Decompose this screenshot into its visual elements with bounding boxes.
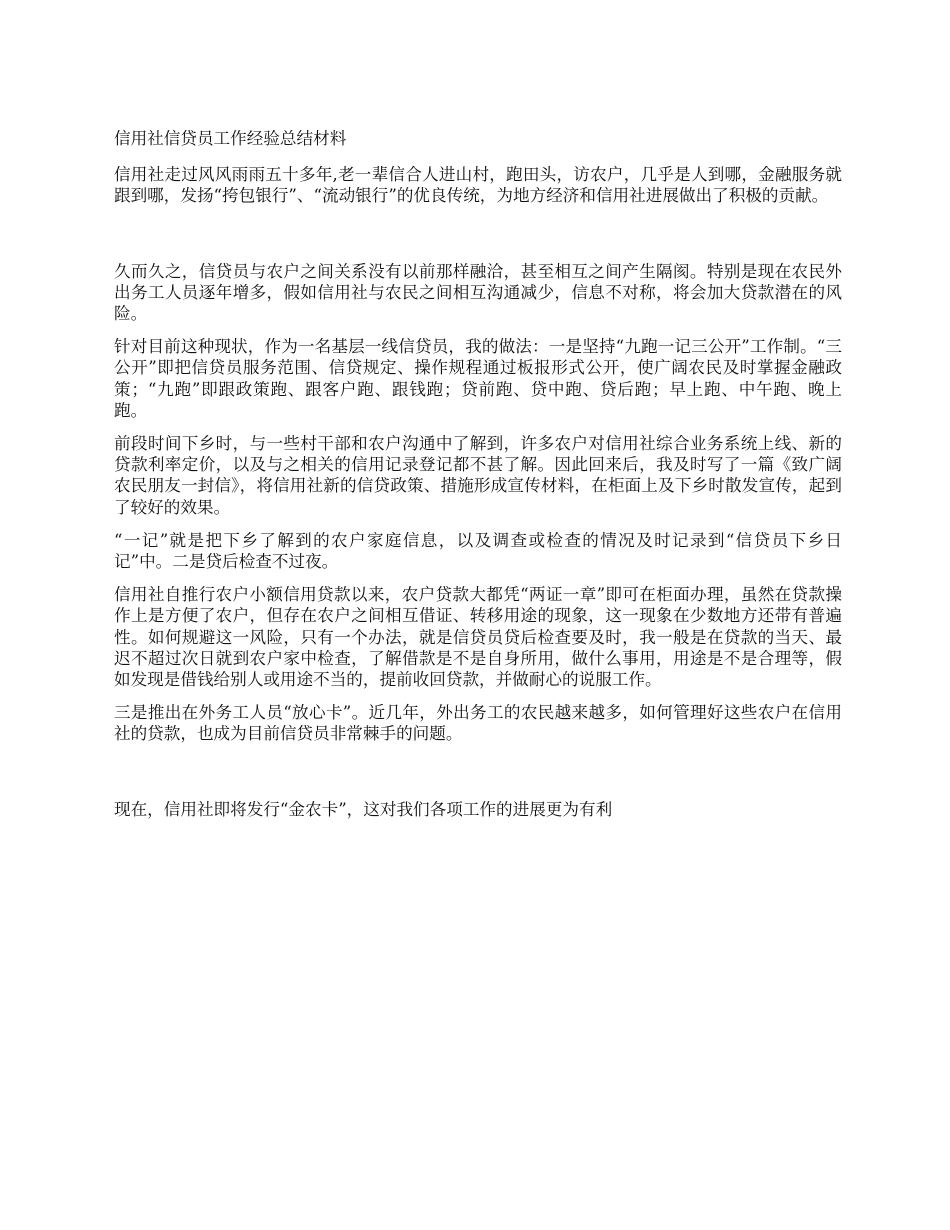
paragraph-7: 三是推出在外务工人员“放心卡”。近几年，外出务工的农民越来越多，如何管理好这些农户在信用社的贷款，也成为目前信贷员非常棘手的问题。 [114, 703, 842, 744]
paragraph-6: 信用社自推行农户小额信用贷款以来，农户贷款大都凭“两证一章”即可在柜面办理，虽然在贷款操作上是方便了农户，但存在农户之间相互借证、转移用途的现象，这一现象在少数地方还带有普遍性。如何规避这一风险，只有一个办法，就是信贷员贷后检查要及时，我一般是在贷款的当天、最迟不超过次日就到农户家中检查，了解借款是不是自身所用，做什么事用，用途是不是合理等，假如发现是借钱给别人或用途不当的，提前收回贷款，并做耐心的说服工作。 [114, 585, 842, 690]
document-title: 信用社信贷员工作经验总结材料 [114, 129, 347, 148]
paragraph-1: 信用社走过风风雨雨五十多年,老一辈信合人进山村，跑田头，访农户，几乎是人到哪，金融服务就跟到哪，发扬“挎包银行”、“流动银行”的优良传统，为地方经济和信用社进展做出了积极的贡献。 [114, 165, 842, 206]
paragraph-2: 久而久之，信贷员与农户之间关系没有以前那样融洽，甚至相互之间产生隔阂。特别是现在农民外出务工人员逐年增多，假如信用社与农民之间相互沟通减少，信息不对称，将会加大贷款潜在的风险。 [114, 261, 842, 324]
paragraph-5: “一记”就是把下乡了解到的农户家庭信息，以及调查或检查的情况及时记录到“信贷员下乡日记”中。二是贷后检查不过夜。 [114, 530, 842, 572]
paragraph-4: 前段时间下乡时，与一些村干部和农户沟通中了解到，许多农户对信用社综合业务系统上线、新的贷款利率定价，以及与之相关的信用记录登记都不甚了解。因此回来后，我及时写了一篇《致广阔农民朋友一封信》，将信用社新的信贷政策、措施形成宣传材料，在柜面上及下乡时散发宣传，起到了较好的效果。 [114, 434, 842, 517]
document-body [114, 128, 842, 832]
paragraph-3: 针对目前这种现状，作为一名基层一线信贷员，我的做法：一是坚持“九跑一记三公开”工作制。“三公开”即把信贷员服务范围、信贷规定、操作规程通过板报形式公开，使广阔农民及时掌握金融政策；“九跑”即跟政策跑、跟客户跑、跟钱跑；贷前跑、贷中跑、贷后跑；早上跑、中午跑、晚上跑。 [114, 337, 842, 420]
paragraph-8: 现在，信用社即将发行“金农卡”，这对我们各项工作的进展更为有利 [114, 799, 613, 819]
